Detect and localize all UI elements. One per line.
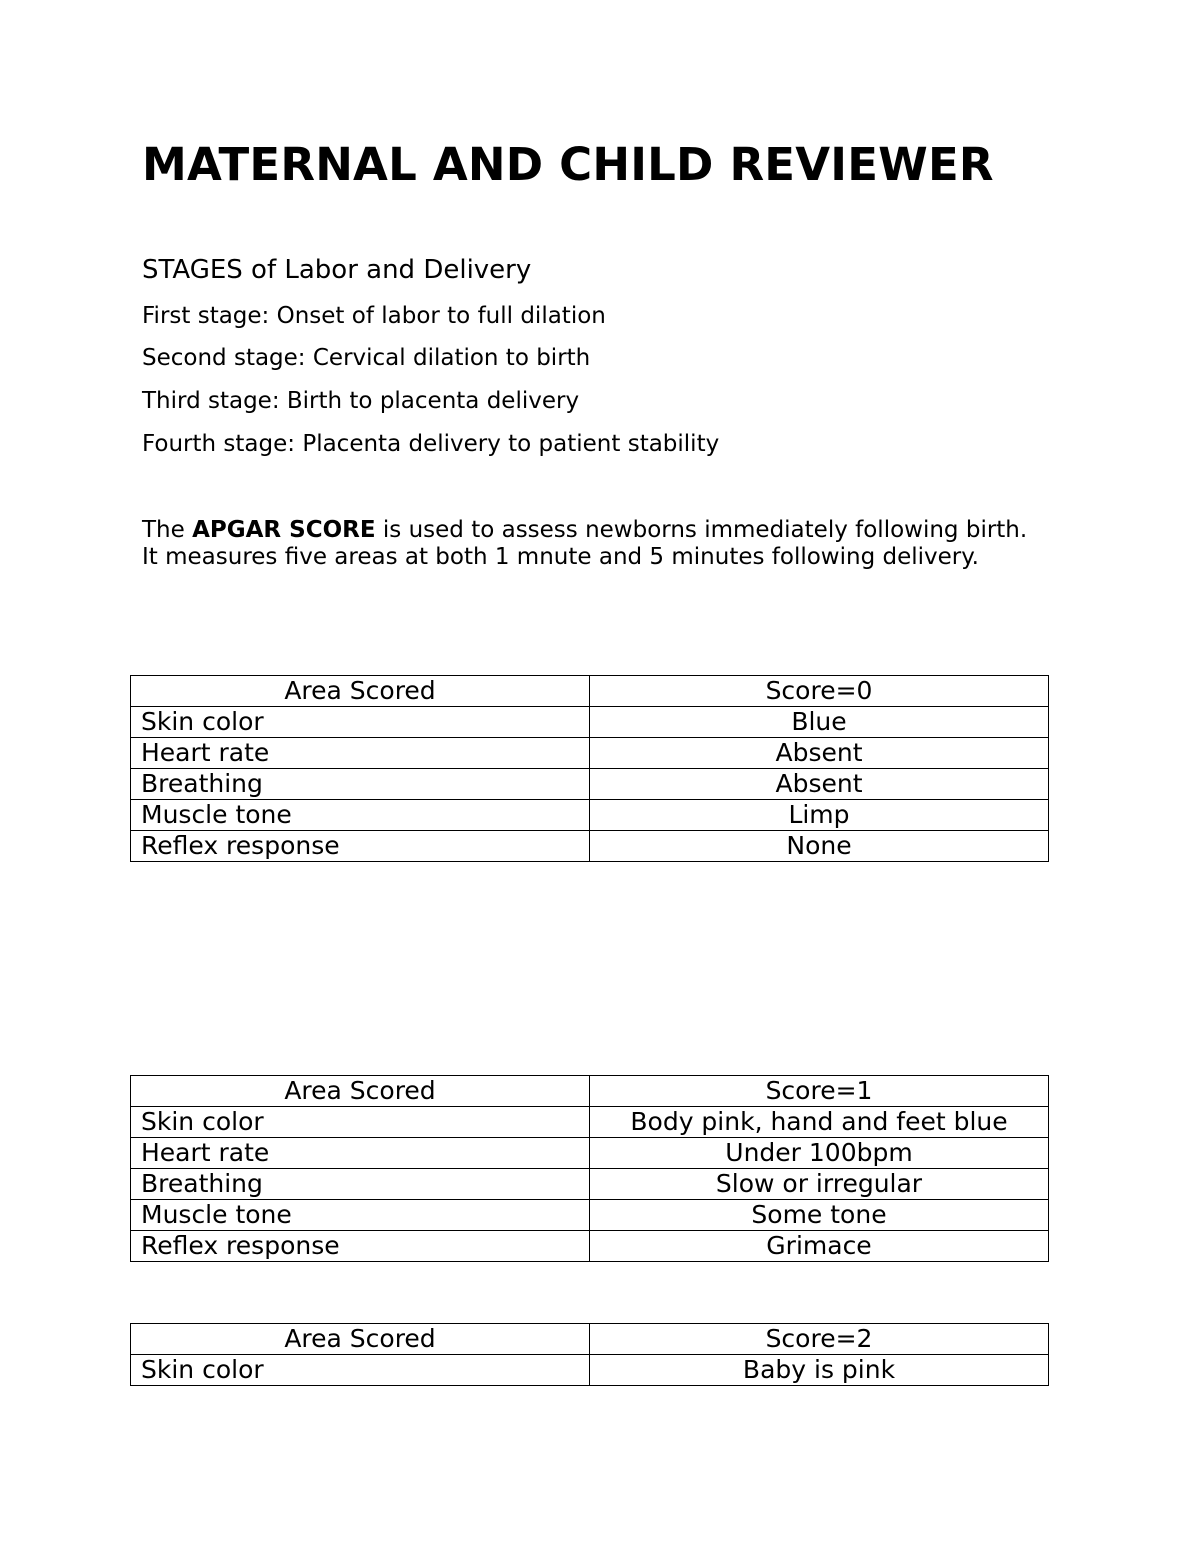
area-cell: Reflex response (131, 831, 590, 862)
table-row (131, 769, 1049, 800)
document-title: MATERNAL AND CHILD REVIEWER (142, 138, 994, 191)
apgar-intro-prefix: The (142, 517, 193, 543)
area-cell: Muscle tone (131, 1200, 590, 1231)
header-area-scored: Area Scored (131, 676, 590, 707)
header-score: Score=0 (590, 676, 1049, 707)
score-cell: Absent (590, 769, 1049, 800)
table-row (131, 1107, 1049, 1138)
area-cell: Reflex response (131, 1231, 590, 1262)
score-cell: Some tone (590, 1200, 1049, 1231)
table-row (131, 707, 1049, 738)
apgar-table-score-0 (130, 675, 1049, 862)
score-cell: Blue (590, 707, 1049, 738)
table-row (131, 1355, 1049, 1386)
area-cell: Muscle tone (131, 800, 590, 831)
table-row (131, 1231, 1049, 1262)
stages-heading: STAGES of Labor and Delivery (142, 255, 532, 285)
score-cell: Grimace (590, 1231, 1049, 1262)
score-cell: Absent (590, 738, 1049, 769)
apgar-score-term: APGAR SCORE (192, 517, 376, 543)
table-header-row (131, 1076, 1049, 1107)
area-cell: Heart rate (131, 738, 590, 769)
table-row (131, 1169, 1049, 1200)
apgar-table-score-2 (130, 1323, 1049, 1386)
table-header-row (131, 1324, 1049, 1355)
apgar-intro-rest: is used to assess newborns immediately following birth. (375, 517, 1028, 543)
area-cell: Breathing (131, 769, 590, 800)
area-cell: Skin color (131, 707, 590, 738)
apgar-table-score-1 (130, 1075, 1049, 1262)
stage-first: First stage: Onset of labor to full dilation (142, 303, 606, 329)
apgar-intro-line-2: It measures five areas at both 1 mnute and 5 minutes following delivery. (142, 544, 979, 570)
score-cell: Limp (590, 800, 1049, 831)
header-area-scored: Area Scored (131, 1076, 590, 1107)
score-cell: Under 100bpm (590, 1138, 1049, 1169)
header-area-scored: Area Scored (131, 1324, 590, 1355)
table-row (131, 831, 1049, 862)
area-cell: Skin color (131, 1107, 590, 1138)
score-cell: Slow or irregular (590, 1169, 1049, 1200)
apgar-intro-line-1 (142, 517, 1102, 544)
area-cell: Breathing (131, 1169, 590, 1200)
area-cell: Heart rate (131, 1138, 590, 1169)
stage-third: Third stage: Birth to placenta delivery (142, 388, 580, 414)
stage-fourth: Fourth stage: Placenta delivery to patient stability (142, 431, 720, 457)
score-cell: None (590, 831, 1049, 862)
stage-second: Second stage: Cervical dilation to birth (142, 345, 591, 371)
table-row (131, 1138, 1049, 1169)
score-cell: Body pink, hand and feet blue (590, 1107, 1049, 1138)
score-cell: Baby is pink (590, 1355, 1049, 1386)
table-row (131, 800, 1049, 831)
header-score: Score=1 (590, 1076, 1049, 1107)
header-score: Score=2 (590, 1324, 1049, 1355)
apgar-intro-paragraph (142, 517, 1102, 571)
table-header-row (131, 676, 1049, 707)
area-cell: Skin color (131, 1355, 590, 1386)
table-row (131, 738, 1049, 769)
table-row (131, 1200, 1049, 1231)
